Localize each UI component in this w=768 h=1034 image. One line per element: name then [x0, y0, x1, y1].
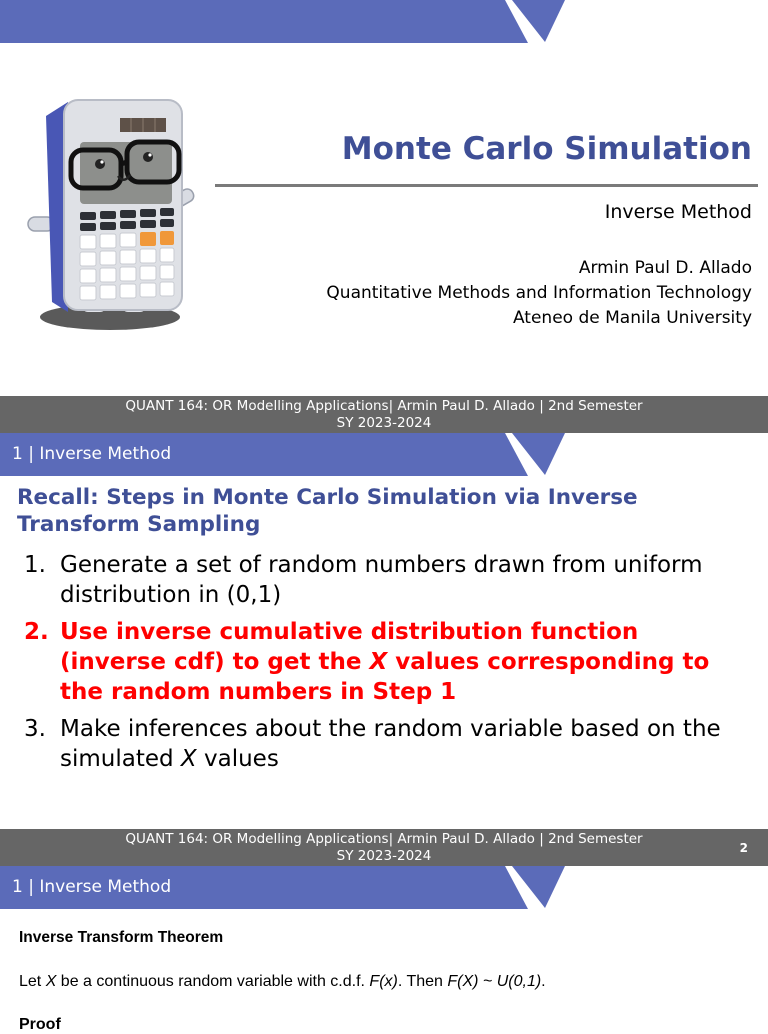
- title-slide: [0, 0, 768, 433]
- title-divider: [215, 184, 758, 187]
- list-item: [24, 550, 744, 610]
- footer-line-1: QUANT 164: OR Modelling Applications| Armin Paul D. Allado | 2nd Semester: [125, 398, 643, 414]
- step-number: 1.: [24, 552, 46, 578]
- list-item: [24, 617, 744, 707]
- step-text: Make inferences about the random variable based on the simulated X values: [60, 716, 721, 772]
- list-item: [24, 714, 744, 774]
- presentation-title: Monte Carlo Simulation: [341, 131, 752, 167]
- department-name: Quantitative Methods and Information Technology: [326, 283, 752, 303]
- steps-slide: [0, 433, 768, 866]
- steps-list: [24, 550, 744, 781]
- theorem-title: Inverse Transform Theorem: [19, 929, 224, 946]
- section-title: 1 | Inverse Method: [12, 444, 172, 464]
- top-banner: [0, 0, 768, 48]
- slide-heading: Recall: Steps in Monte Carlo Simulation via Inverse Transform Sampling: [17, 485, 638, 537]
- theorem-statement: Let X be a continuous random variable with c.d.f. F(x). Then F(X) ~ U(0,1).: [19, 973, 546, 990]
- presentation-subtitle: Inverse Method: [604, 201, 752, 223]
- slide-footer: [0, 829, 768, 866]
- step-number: 2.: [24, 619, 49, 645]
- step-text: Use inverse cumulative distribution function (inverse cdf) to get the X values corresponding to the random numbers in Step 1: [60, 619, 710, 705]
- calculator-mascot-icon: [24, 92, 200, 332]
- slide-footer: [0, 396, 768, 433]
- page-number: 2: [739, 841, 748, 855]
- author-name: Armin Paul D. Allado: [578, 258, 752, 278]
- theorem-slide: [0, 866, 768, 1033]
- step-text: Generate a set of random numbers drawn from uniform distribution in (0,1): [60, 552, 703, 608]
- university-name: Ateneo de Manila University: [512, 308, 752, 328]
- footer-line-2: SY 2023-2024: [336, 848, 432, 864]
- author-block: [326, 256, 752, 331]
- section-title: 1 | Inverse Method: [12, 877, 172, 897]
- footer-line-2: SY 2023-2024: [336, 415, 432, 431]
- proof-label: Proof: [19, 1016, 61, 1033]
- step-number: 3.: [24, 716, 46, 742]
- footer-line-1: QUANT 164: OR Modelling Applications| Armin Paul D. Allado | 2nd Semester: [125, 831, 643, 847]
